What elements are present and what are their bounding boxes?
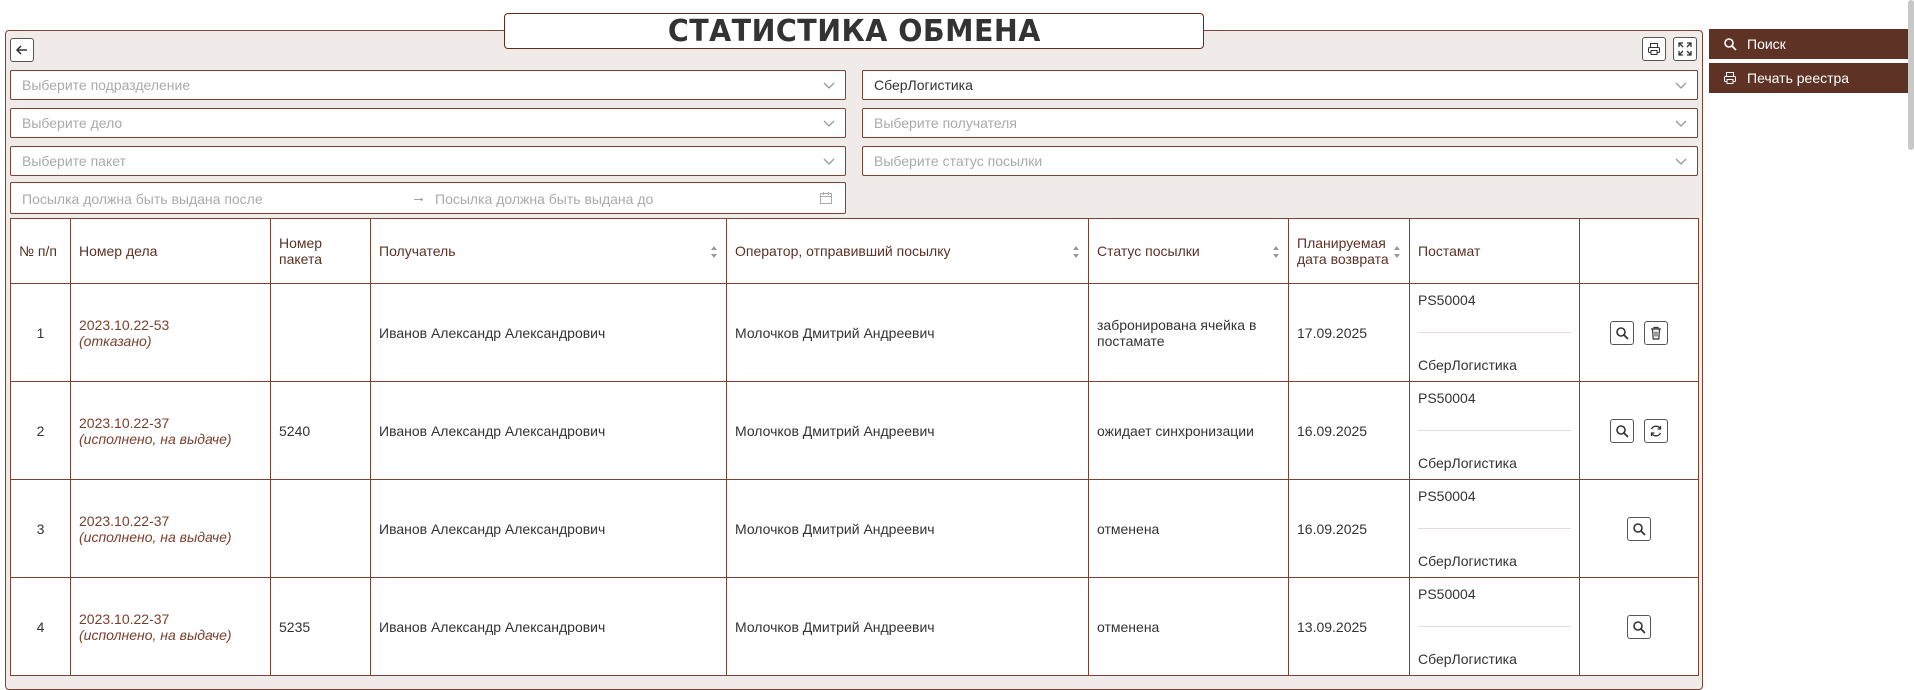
cell-postamat bbox=[1410, 578, 1580, 676]
cell-operator: Молочков Дмитрий Андреевич bbox=[727, 480, 1089, 578]
header-status-label: Статус посылки bbox=[1097, 243, 1200, 259]
chevron-down-icon bbox=[1675, 79, 1687, 91]
cell-postamat bbox=[1410, 382, 1580, 480]
sort-icon[interactable] bbox=[1072, 245, 1080, 259]
view-button[interactable] bbox=[1610, 321, 1634, 345]
printer-icon bbox=[1723, 71, 1737, 85]
cell-actions bbox=[1580, 480, 1699, 578]
header-return-date-label: Планируемая дата возврата bbox=[1297, 235, 1389, 267]
recipient-select[interactable] bbox=[862, 108, 1698, 138]
sort-icon[interactable] bbox=[1272, 245, 1280, 259]
cell-num: 1 bbox=[11, 284, 71, 382]
package-placeholder: Выберите пакет bbox=[22, 153, 126, 169]
chevron-down-icon bbox=[1675, 155, 1687, 167]
cell-recipient: Иванов Александр Александрович bbox=[371, 578, 727, 676]
case-placeholder: Выберите дело bbox=[22, 115, 123, 131]
postamat-provider: СберЛогистика bbox=[1418, 553, 1517, 569]
cell-operator: Молочков Дмитрий Андреевич bbox=[727, 284, 1089, 382]
header-package bbox=[271, 219, 371, 284]
case-number-link[interactable]: 2023.10.22-53 bbox=[79, 316, 170, 333]
view-button[interactable] bbox=[1610, 419, 1634, 443]
delete-button[interactable] bbox=[1644, 321, 1668, 345]
view-button[interactable] bbox=[1627, 615, 1651, 639]
chevron-down-icon bbox=[823, 155, 835, 167]
postamat-provider: СберЛогистика bbox=[1418, 357, 1517, 373]
cell-case[interactable] bbox=[71, 284, 271, 382]
date-from-input[interactable]: Посылка должна быть выдана после bbox=[22, 191, 263, 207]
print-registry-button[interactable] bbox=[1709, 63, 1909, 93]
postamat-id: PS50004 bbox=[1418, 390, 1476, 406]
fullscreen-button[interactable] bbox=[1673, 37, 1697, 61]
cell-package: 5235 bbox=[271, 578, 371, 676]
header-actions bbox=[1580, 219, 1699, 284]
cell-return-date: 17.09.2025 bbox=[1289, 284, 1410, 382]
header-case bbox=[71, 219, 271, 284]
sort-icon[interactable] bbox=[1393, 245, 1401, 259]
search-icon bbox=[1632, 522, 1646, 536]
chevron-down-icon bbox=[1675, 117, 1687, 129]
postamat-divider bbox=[1418, 332, 1571, 333]
cell-recipient: Иванов Александр Александрович bbox=[371, 284, 727, 382]
table-header-row bbox=[11, 219, 1699, 284]
chevron-down-icon bbox=[823, 117, 835, 129]
header-postamat-label: Постамат bbox=[1418, 243, 1481, 259]
cell-return-date: 13.09.2025 bbox=[1289, 578, 1410, 676]
print-button[interactable] bbox=[1642, 37, 1666, 61]
postamat-id: PS50004 bbox=[1418, 488, 1476, 504]
table-row bbox=[11, 480, 1699, 578]
search-icon bbox=[1632, 620, 1646, 634]
cell-actions bbox=[1580, 284, 1699, 382]
postamat-provider: СберЛогистика bbox=[1418, 455, 1517, 471]
back-button[interactable] bbox=[10, 38, 34, 62]
division-select[interactable] bbox=[10, 70, 846, 100]
postamat-divider bbox=[1418, 626, 1571, 627]
cell-package bbox=[271, 284, 371, 382]
page-scrollbar[interactable] bbox=[1908, 0, 1914, 150]
cell-recipient: Иванов Александр Александрович bbox=[371, 480, 727, 578]
postamat-id: PS50004 bbox=[1418, 586, 1476, 602]
date-range-arrow: → bbox=[411, 189, 426, 206]
cell-postamat bbox=[1410, 284, 1580, 382]
search-icon bbox=[1723, 37, 1737, 51]
cell-case[interactable] bbox=[71, 480, 271, 578]
page-title-box bbox=[504, 13, 1204, 49]
header-num bbox=[11, 219, 71, 284]
search-button[interactable] bbox=[1709, 29, 1909, 59]
cell-actions bbox=[1580, 382, 1699, 480]
header-num-label: № п/п bbox=[19, 243, 57, 259]
division-placeholder: Выберите подразделение bbox=[22, 77, 191, 93]
cell-operator: Молочков Дмитрий Андреевич bbox=[727, 382, 1089, 480]
printer-icon bbox=[1647, 42, 1661, 56]
header-package-label: Номер пакета bbox=[279, 235, 323, 267]
header-recipient-label: Получатель bbox=[379, 243, 456, 259]
cell-package: 5240 bbox=[271, 382, 371, 480]
header-operator-label: Оператор, отправивший посылку bbox=[735, 243, 951, 259]
recipient-placeholder: Выберите получателя bbox=[874, 115, 1017, 131]
cell-return-date: 16.09.2025 bbox=[1289, 382, 1410, 480]
parcel-status-placeholder: Выберите статус посылки bbox=[874, 153, 1043, 169]
trash-icon bbox=[1649, 326, 1663, 340]
cell-num: 2 bbox=[11, 382, 71, 480]
case-status: (исполнено, на выдаче) bbox=[79, 528, 232, 545]
search-icon bbox=[1615, 424, 1629, 438]
header-recipient[interactable] bbox=[371, 219, 727, 284]
parcel-status-select[interactable] bbox=[862, 146, 1698, 176]
case-number-link[interactable]: 2023.10.22-37 bbox=[79, 610, 170, 627]
header-status[interactable] bbox=[1089, 219, 1289, 284]
table-row bbox=[11, 578, 1699, 676]
cell-case[interactable] bbox=[71, 382, 271, 480]
postamat-provider: СберЛогистика bbox=[1418, 651, 1517, 667]
chevron-down-icon bbox=[823, 79, 835, 91]
case-status: (отказано) bbox=[79, 332, 152, 349]
search-button-label: Поиск bbox=[1747, 36, 1786, 52]
postamat-divider bbox=[1418, 528, 1571, 529]
cell-recipient: Иванов Александр Александрович bbox=[371, 382, 727, 480]
exchange-table bbox=[10, 218, 1699, 676]
date-range-picker[interactable] bbox=[10, 182, 846, 214]
header-postamat bbox=[1410, 219, 1580, 284]
postamat-id: PS50004 bbox=[1418, 292, 1476, 308]
cell-status: отменена bbox=[1089, 480, 1289, 578]
cell-num: 3 bbox=[11, 480, 71, 578]
cell-num: 4 bbox=[11, 578, 71, 676]
date-to-input[interactable]: Посылка должна быть выдана до bbox=[435, 191, 654, 207]
operator-value: СберЛогистика bbox=[874, 77, 973, 93]
cell-status: отменена bbox=[1089, 578, 1289, 676]
cell-case[interactable] bbox=[71, 578, 271, 676]
table-row bbox=[11, 382, 1699, 480]
sync-button[interactable] bbox=[1644, 419, 1668, 443]
page-title: СТАТИСТИКА ОБМЕНА bbox=[667, 13, 1041, 49]
operator-select[interactable] bbox=[862, 70, 1698, 100]
refresh-icon bbox=[1649, 424, 1663, 438]
cell-package bbox=[271, 480, 371, 578]
view-button[interactable] bbox=[1627, 517, 1651, 541]
table-row bbox=[11, 284, 1699, 382]
case-status: (исполнено, на выдаче) bbox=[79, 626, 232, 643]
arrow-left-icon bbox=[15, 43, 29, 57]
cell-operator: Молочков Дмитрий Андреевич bbox=[727, 578, 1089, 676]
print-registry-label: Печать реестра bbox=[1747, 70, 1850, 86]
cell-actions bbox=[1580, 578, 1699, 676]
calendar-icon bbox=[819, 191, 833, 205]
case-status: (исполнено, на выдаче) bbox=[79, 430, 232, 447]
case-number-link[interactable]: 2023.10.22-37 bbox=[79, 512, 170, 529]
package-select[interactable] bbox=[10, 146, 846, 176]
header-case-label: Номер дела bbox=[79, 243, 158, 259]
expand-icon bbox=[1678, 42, 1692, 56]
cell-postamat bbox=[1410, 480, 1580, 578]
postamat-divider bbox=[1418, 430, 1571, 431]
case-number-link[interactable]: 2023.10.22-37 bbox=[79, 414, 170, 431]
cell-status: забронирована ячейка в постамате bbox=[1089, 284, 1289, 382]
search-icon bbox=[1615, 326, 1629, 340]
sort-icon[interactable] bbox=[710, 245, 718, 259]
case-select[interactable] bbox=[10, 108, 846, 138]
cell-status: ожидает синхронизации bbox=[1089, 382, 1289, 480]
cell-return-date: 16.09.2025 bbox=[1289, 480, 1410, 578]
header-return-date[interactable] bbox=[1289, 219, 1410, 284]
header-operator[interactable] bbox=[727, 219, 1089, 284]
